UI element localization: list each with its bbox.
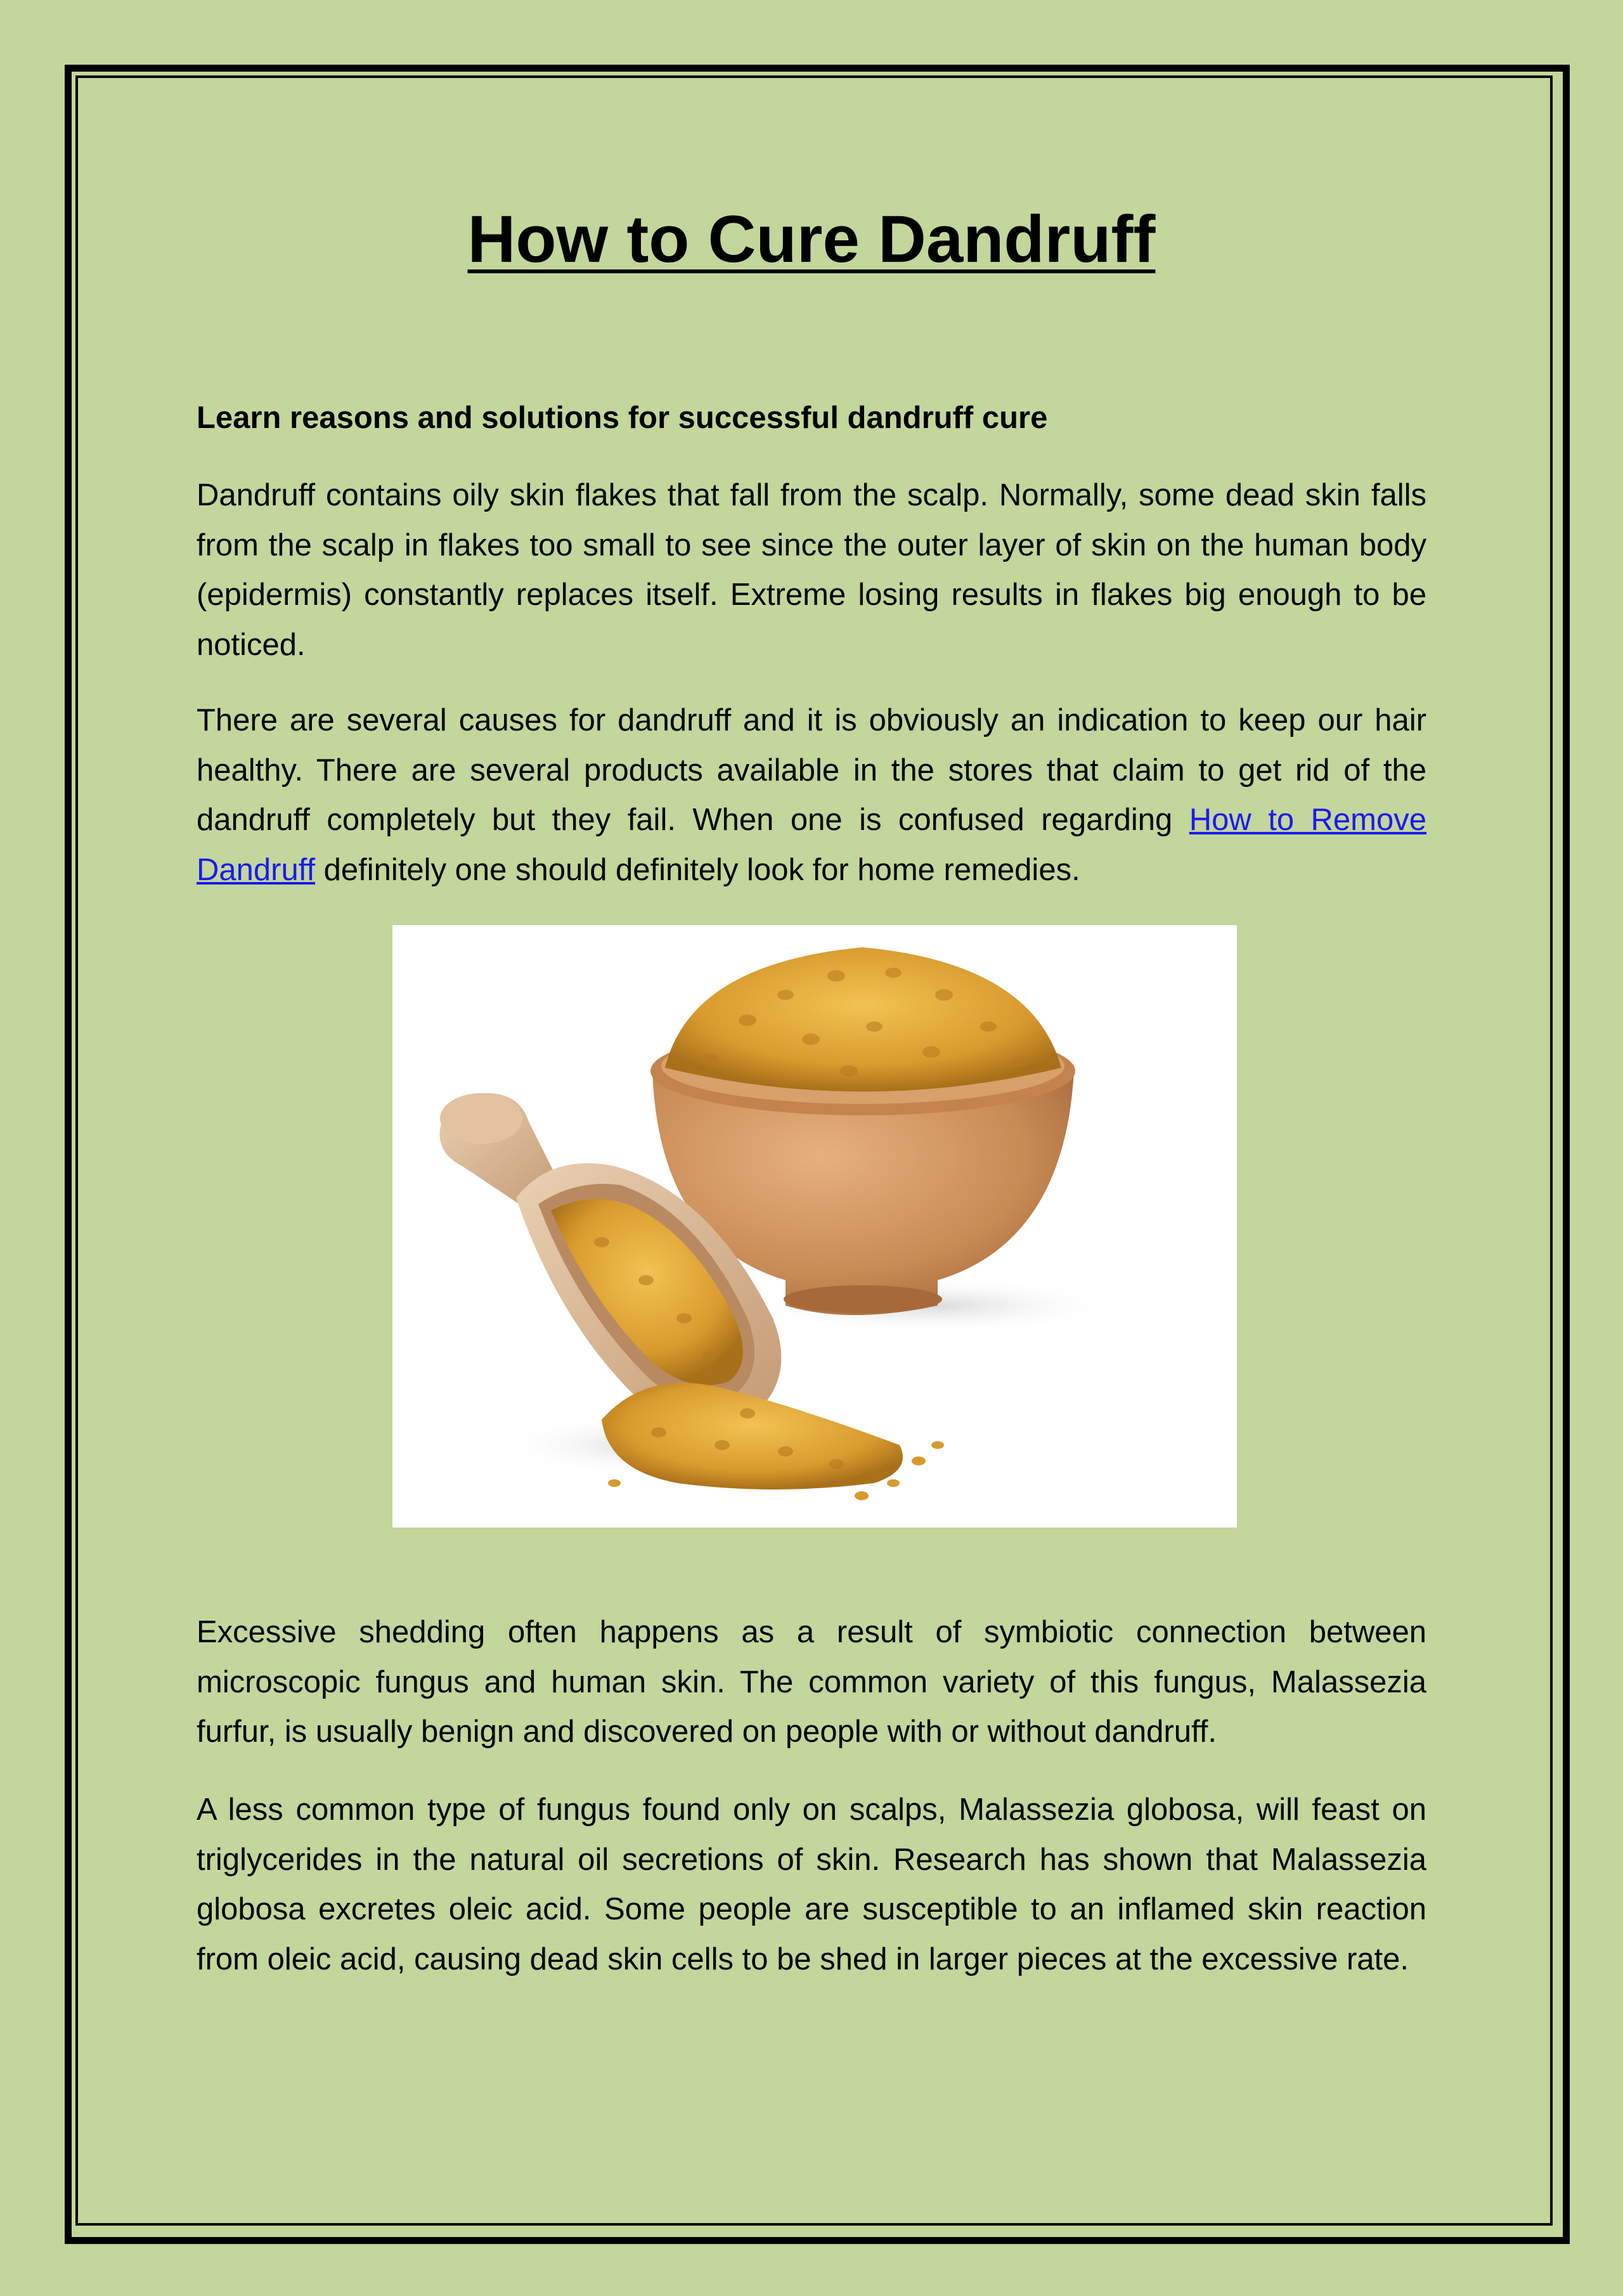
paragraph-3 [197,1607,1426,1757]
fenugreek-illustration [392,925,1237,1527]
paragraph-1 [197,470,1426,670]
paragraph-2-text [197,696,1426,895]
paragraph-1-text: Dandruff contains oily skin flakes that fall from the scalp. Normally, some dead skin falls from the scalp in flakes too small to see since the outer layer of skin on the human body (epidermis) constantly replaces itself. Extreme losing results in flakes big enough to be noticed. [197,478,1426,662]
how-to-remove-dandruff-link[interactable]: How to Remove Dandruff [197,803,1426,887]
paragraph-4 [197,1785,1426,1984]
page-title-text: How to Cure Dandruff [467,202,1156,276]
fenugreek-seeds-image [392,925,1237,1527]
paragraph-2 [197,696,1426,895]
subtitle: Learn reasons and solutions for successful dandruff cure [197,401,1048,435]
paragraph-2-lead: There are several causes for dandruff and it is obviously an indication to keep our hair healthy. There are several products available in the stores that claim to get rid of the dandruff completely but they fail. When one is confused regarding [197,703,1426,837]
page-title [0,200,1623,280]
paragraph-3-text: Excessive shedding often happens as a result of symbiotic connection between microscopic fungus and human skin. The common variety of this fungus, Malassezia furfur, is usually benign and discovered on people with or without dandruff. [197,1615,1426,1749]
paragraph-2-tail: definitely one should definitely look for home remedies. [315,852,1080,887]
paragraph-4-text: A less common type of fungus found only on scalps, Malassezia globosa, will feast on triglycerides in the natural oil secretions of skin. Research has shown that Malassezia globosa excretes oleic acid. Some people are susceptible to an inflamed skin reaction from oleic acid, causing dead skin cells to be shed in larger pieces at the excessive rate. [197,1793,1426,1976]
